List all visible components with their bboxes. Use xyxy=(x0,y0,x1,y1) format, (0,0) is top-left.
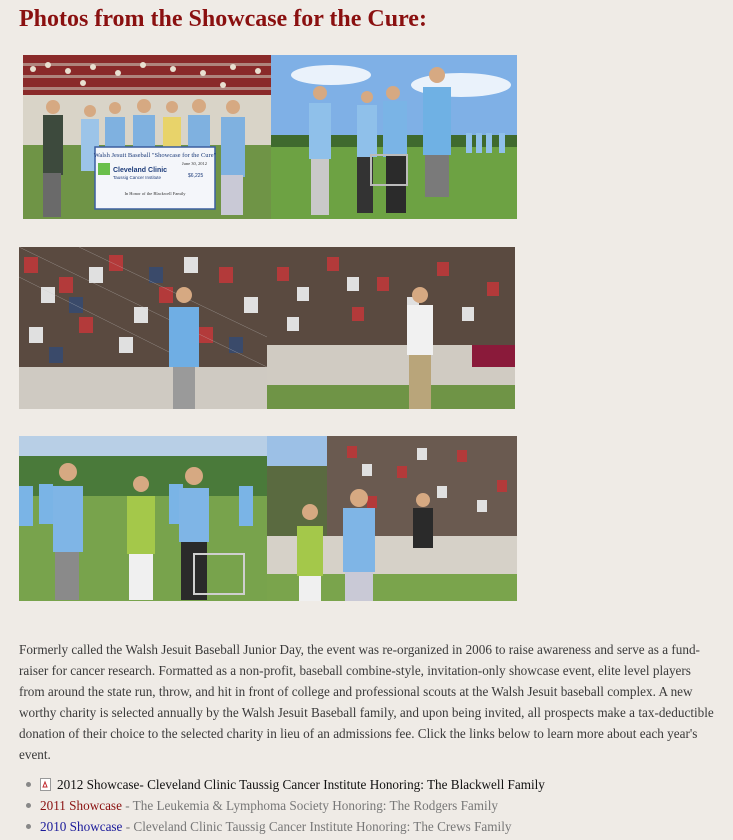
check-org2-text: Taussig Cancer Institute xyxy=(113,175,162,180)
bullet-icon xyxy=(26,782,31,787)
photo-crowd-speaker-left[interactable] xyxy=(19,247,267,409)
list-item xyxy=(19,774,719,795)
crowd-right-graphic xyxy=(267,247,515,409)
page-title: Photos from the Showcase for the Cure: xyxy=(19,6,427,32)
photo-row-2 xyxy=(19,247,515,409)
photo-speaker-walker[interactable] xyxy=(271,55,517,219)
photo-team-walker[interactable] xyxy=(19,436,267,601)
bullet-icon xyxy=(26,803,31,808)
speaker-photo-graphic xyxy=(271,55,517,219)
photo-stands-camera[interactable] xyxy=(267,436,517,601)
photo-row-3 xyxy=(19,436,517,601)
check-memo-text: In Honor of the Blackwell Family xyxy=(124,191,186,196)
bullet-icon xyxy=(26,824,31,829)
photo-row-1 xyxy=(23,55,517,219)
pdf-icon xyxy=(40,778,51,791)
link-2011-showcase[interactable]: 2011 Showcase xyxy=(40,798,122,813)
check-header-text: Walsh Jesuit Baseball "Showcase for the Cure" xyxy=(93,152,217,159)
list-item xyxy=(19,795,719,816)
link-2010-showcase[interactable]: 2010 Showcase xyxy=(40,819,123,834)
link-2011-description: - The Leukemia & Lymphoma Society Honoring: The Rodgers Family xyxy=(121,798,498,813)
link-2010-description: - Cleveland Clinic Taussig Cancer Institute Honoring: The Crews Family xyxy=(122,819,512,834)
list-item xyxy=(19,816,719,837)
team-walker-graphic xyxy=(19,436,267,601)
photo-crowd-speaker-right[interactable] xyxy=(267,247,515,409)
event-links-list xyxy=(19,774,719,837)
crowd-left-graphic xyxy=(19,247,267,409)
photo-check-presentation[interactable] xyxy=(23,55,271,219)
link-2012-showcase[interactable]: 2012 Showcase- Cleveland Clinic Taussig Cancer Institute Honoring: The Blackwell Family xyxy=(57,777,545,792)
check-date-text: June 30, 2012 xyxy=(181,161,207,166)
check-amount-text: $6,225 xyxy=(188,173,204,179)
check-org-text: Cleveland Clinic xyxy=(113,167,168,174)
stands-camera-graphic xyxy=(267,436,517,601)
event-description: Formerly called the Walsh Jesuit Baseball Junior Day, the event was re-organized in 2006 to raise awareness and serve as a fund-raiser for cancer research. Formatted as a non-profit, baseball combine-style, invitation-only showcase event, elite level players from around the state run, throw, and hit in front of college and professional scouts at the Walsh Jesuit baseball complex. A new worthy charity is selected annually by the Walsh Jesuit Baseball family, and upon being invited, all prospects make a tax-deductible donation of their choice to the selected charity in lieu of an admissions fee. Click the links below to learn more about each year's event. xyxy=(19,642,714,762)
check-photo-graphic xyxy=(23,55,271,219)
